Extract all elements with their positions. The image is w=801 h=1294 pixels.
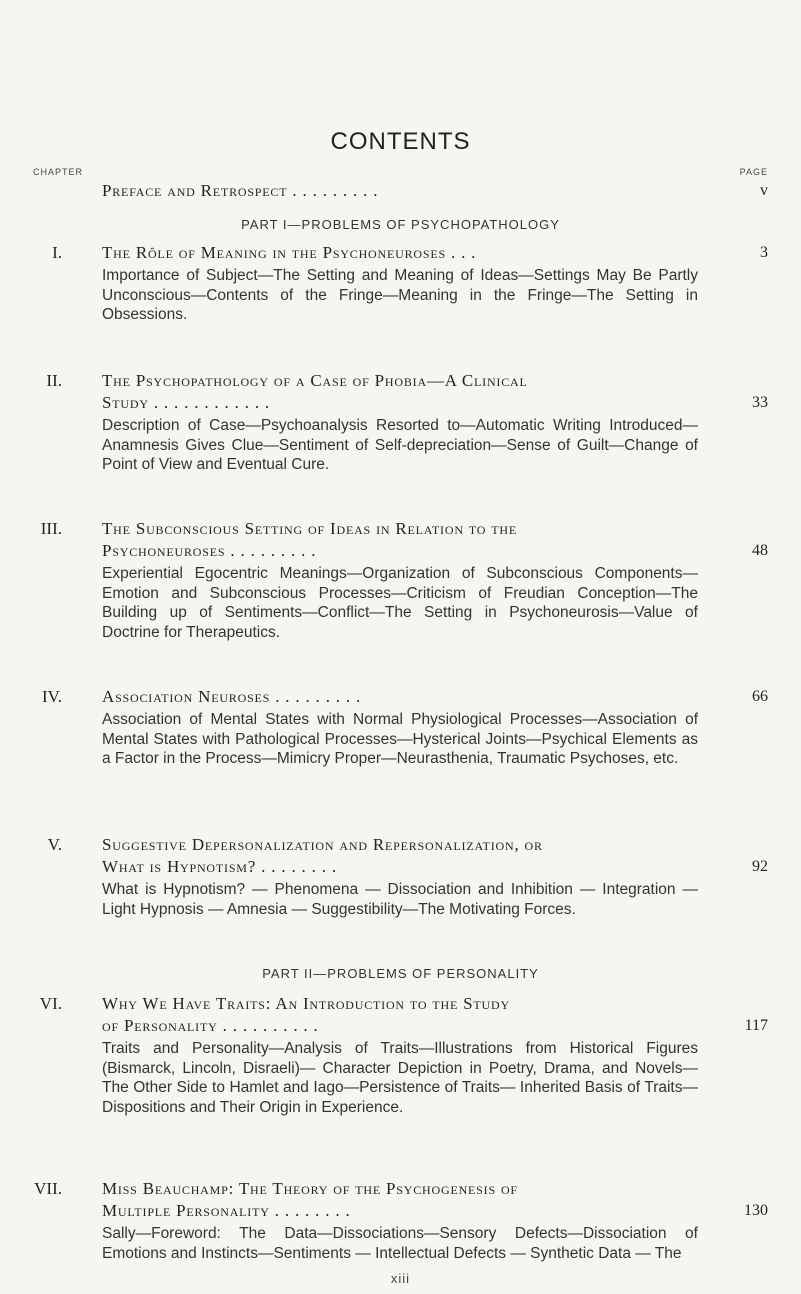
chapter-numeral: III.: [40, 519, 62, 538]
chapter-heading: Association Neuroses . . . . . . . . .: [102, 687, 362, 706]
preface-heading: Preface and Retrospect . . . . . . . . .: [102, 181, 379, 200]
chapter-page: 130: [744, 1202, 768, 1219]
page-column-label: PAGE: [739, 167, 768, 177]
chapter-numeral: I.: [52, 243, 62, 262]
chapter-heading: Miss Beauchamp: The Theory of the Psychogenesis of: [102, 1179, 518, 1198]
chapter-heading-continued: Psychoneuroses . . . . . . . . .: [102, 541, 317, 560]
chapter-description: Association of Mental States with Normal Physiological Processes—Association of Mental States with Pathological Processes—Hysterical Joints—Psychical Elements as a Factor in the Process—Mimicry Proper—Neurasthenia, Traumatic Psychoses, etc.: [102, 711, 698, 767]
chapter-heading-continued: Study . . . . . . . . . . . .: [102, 393, 270, 412]
chapter-heading-continued: What is Hypnotism? . . . . . . . .: [102, 857, 337, 876]
chapter-heading: The Psychopathology of a Case of Phobia—A Clinical: [102, 371, 528, 390]
chapter-numeral: VII.: [34, 1179, 62, 1198]
page-folio: xiii: [390, 1271, 411, 1286]
chapter-page: 66: [752, 688, 768, 705]
chapter-page: 92: [752, 858, 768, 875]
chapter-description: Importance of Subject—The Setting and Meaning of Ideas—Settings May Be Partly Unconscious—Contents of the Fringe—Meaning in the Fringe—The Setting in Obsessions.: [102, 267, 698, 323]
part-heading-2: PART II—PROBLEMS OF PERSONALITY: [262, 966, 539, 981]
chapter-page: 33: [752, 394, 768, 411]
chapter-page: 48: [752, 542, 768, 559]
chapter-numeral: IV.: [42, 687, 62, 706]
chapter-heading: Why We Have Traits: An Introduction to the Study: [102, 994, 510, 1013]
chapter-heading: The Subconscious Setting of Ideas in Relation to the: [102, 519, 517, 538]
chapter-column-label: CHAPTER: [33, 167, 84, 177]
chapter-numeral: VI.: [39, 994, 62, 1013]
chapter-description: Description of Case—Psychoanalysis Resorted to—Automatic Writing Introduced—Anamnesis Gives Clue—Sentiment of Self-depreciation—Sense of Guilt—Change of Point of View and Eventual Cure.: [102, 417, 698, 473]
chapter-heading-continued: Multiple Personality . . . . . . . .: [102, 1201, 351, 1220]
preface-page: v: [760, 182, 768, 199]
part-heading-1: PART I—PROBLEMS OF PSYCHOPATHOLOGY: [241, 217, 560, 232]
chapter-numeral: II.: [46, 371, 62, 390]
chapter-heading-continued: of Personality . . . . . . . . . .: [102, 1016, 319, 1035]
chapter-numeral: V.: [47, 835, 62, 854]
chapter-description: Experiential Egocentric Meanings—Organization of Subconscious Components—Emotion and Subconscious Processes—Criticism of Freudian Conception—The Building up of Sentiments—Conflict—The Setting in Psychoneurosis—Value of Doctrine for Therapeutics.: [102, 565, 698, 641]
chapter-description: Traits and Personality—Analysis of Traits—Illustrations from Historical Figures (Bismarck, Lincoln, Disraeli)— Character Depiction in Poetry, Drama, and Novels—The Other Side to Hamlet and Iago—Persistence of Traits— Inherited Basis of Traits—Dispositions and Their Origin in Experience.: [102, 1040, 698, 1116]
chapter-description: Sally—Foreword: The Data—Dissociations—Sensory Defects—Dissociation of Emotions and Instincts—Sentiments — Intellectual Defects — Synthetic Data — The: [102, 1225, 698, 1262]
chapter-page: 117: [744, 1017, 768, 1034]
page-title: CONTENTS: [330, 128, 471, 155]
chapter-page: 3: [760, 244, 768, 261]
chapter-heading: Suggestive Depersonalization and Repersonalization, or: [102, 835, 543, 854]
chapter-description: What is Hypnotism? — Phenomena — Dissociation and Inhibition — Integration — Light Hypnosis — Amnesia — Suggestibility—The Motivating Forces.: [102, 881, 698, 918]
chapter-heading: The Rôle of Meaning in the Psychoneuroses . . .: [102, 243, 477, 262]
